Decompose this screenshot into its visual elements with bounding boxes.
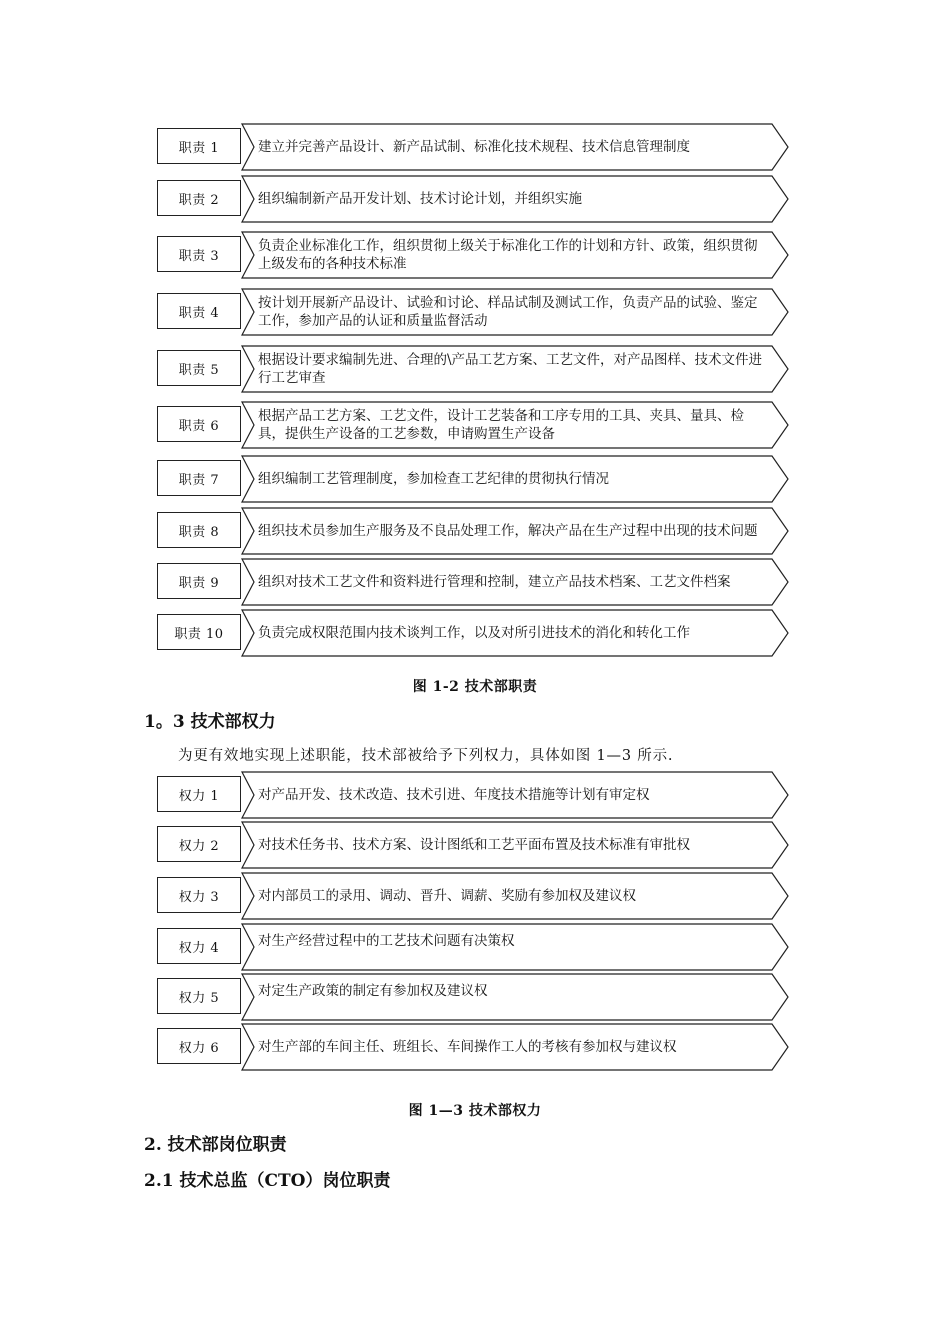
power-label: 权力 2 [157, 826, 241, 862]
duty-arrow [242, 289, 790, 335]
duty-arrow [242, 402, 790, 448]
duty-label: 职责 4 [157, 293, 241, 329]
power-text: 对生产经营过程中的工艺技术问题有决策权 [258, 933, 515, 949]
figure-caption-duties: 图 1-2 技术部职责 [412, 679, 538, 695]
duty-label: 职责 5 [157, 350, 241, 386]
duty-label: 职责 8 [157, 512, 241, 548]
duty-text: 组织编制工艺管理制度，参加检查工艺纪律的贯彻执行情况 [258, 471, 609, 487]
section-intro-paragraph: 为更有效地实现上述职能，技术部被给予下列权力，具体如图 1—3 所示. [178, 748, 674, 764]
duty-label: 职责 6 [157, 406, 241, 442]
power-text: 对内部员工的录用、调动、晋升、调薪、奖励有参加权及建议权 [258, 888, 636, 904]
duty-label: 职责 7 [157, 460, 241, 496]
duty-text: 组织技术员参加生产服务及不良品处理工作，解决产品在生产过程中出现的技术问题 [258, 523, 758, 539]
duty-arrow [242, 232, 790, 278]
power-label: 权力 1 [157, 776, 241, 812]
power-arrow [242, 822, 790, 868]
duty-arrow [242, 456, 790, 502]
figure-caption-powers: 图 1—3 技术部权力 [408, 1103, 542, 1119]
duty-text: 根据产品工艺方案、工艺文件，设计工艺装备和工序专用的工具、夹具、量具、检具，提供生产设备的工艺参数，申请购置生产设备 [258, 408, 744, 442]
section-heading-1-3: 1。3 技术部权力 [144, 712, 276, 732]
power-label: 权力 6 [157, 1028, 241, 1064]
duty-arrow [242, 176, 790, 222]
duty-arrow [242, 508, 790, 554]
power-arrow [242, 873, 790, 919]
power-arrow [242, 1024, 790, 1070]
duty-text: 根据设计要求编制先进、合理的\产品工艺方案、工艺文件，对产品图样、技术文件进行工艺审查 [258, 352, 763, 386]
duty-arrow [242, 559, 790, 605]
power-label: 权力 5 [157, 978, 241, 1014]
section-heading-2: 2. 技术部岗位职责 [144, 1135, 287, 1155]
power-arrow [242, 772, 790, 818]
duty-label: 职责 9 [157, 563, 241, 599]
power-text: 对生产部的车间主任、班组长、车间操作工人的考核有参加权与建议权 [258, 1039, 677, 1055]
duty-arrow [242, 610, 790, 656]
section-heading-2-1: 2.1 技术总监（CTO）岗位职责 [144, 1171, 391, 1191]
duty-text: 建立并完善产品设计、新产品试制、标准化技术规程、技术信息管理制度 [258, 139, 690, 155]
duty-text: 负责完成权限范围内技术谈判工作，以及对所引进技术的消化和转化工作 [258, 625, 690, 641]
duty-text: 组织编制新产品开发计划、技术讨论计划，并组织实施 [258, 191, 582, 207]
power-text: 对技术任务书、技术方案、设计图纸和工艺平面布置及技术标准有审批权 [258, 837, 690, 853]
duty-arrow [242, 346, 790, 392]
duty-text: 负责企业标准化工作，组织贯彻上级关于标准化工作的计划和方针、政策，组织贯彻上级发布的各种技术标准 [258, 238, 758, 272]
duty-text: 按计划开展新产品设计、试验和讨论、样品试制及测试工作，负责产品的试验、鉴定工作，参加产品的认证和质量监督活动 [258, 295, 758, 329]
duty-label: 职责 2 [157, 180, 241, 216]
duty-label: 职责 3 [157, 236, 241, 272]
power-arrow [242, 924, 790, 970]
power-text: 对产品开发、技术改造、技术引进、年度技术措施等计划有审定权 [258, 787, 650, 803]
duty-label: 职责 10 [157, 614, 241, 650]
power-text: 对定生产政策的制定有参加权及建议权 [258, 983, 488, 999]
power-label: 权力 3 [157, 877, 241, 913]
duty-arrow [242, 124, 790, 170]
power-arrow [242, 974, 790, 1020]
power-label: 权力 4 [157, 928, 241, 964]
duty-text: 组织对技术工艺文件和资料进行管理和控制，建立产品技术档案、工艺文件档案 [258, 574, 731, 590]
duty-label: 职责 1 [157, 128, 241, 164]
